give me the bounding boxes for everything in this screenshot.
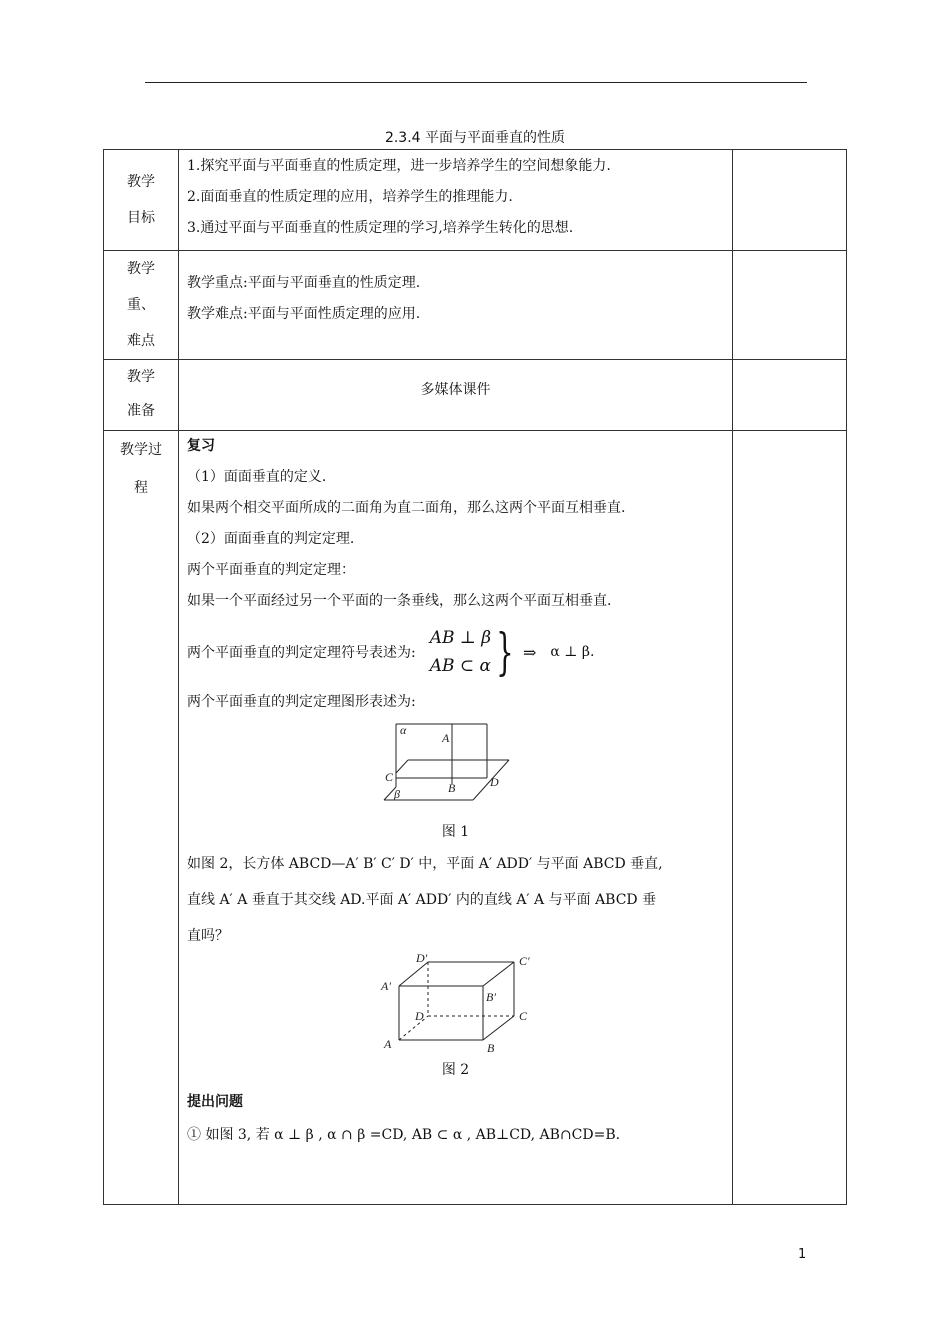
review-q2: （2）面面垂直的判定定理. xyxy=(187,531,355,547)
brace-symbol: } xyxy=(496,623,514,681)
figure-2-caption: 图 2 xyxy=(441,1062,470,1078)
fig2-label-d1: D′ xyxy=(415,951,427,965)
figure-1-caption: 图 1 xyxy=(441,824,470,840)
fig2-label-a: A xyxy=(383,1037,391,1051)
prep-content xyxy=(179,360,733,431)
focus-row xyxy=(104,251,847,360)
formula-conclusion: α ⊥ β. xyxy=(550,644,595,660)
formula-line-1: AB ⊥ β xyxy=(429,628,492,648)
symbolic-label: 两个平面垂直的判定定理符号表述为: xyxy=(187,645,416,661)
question-1: ① 如图 3, 若 α ⊥ β , α ∩ β =CD, AB ⊂ α , AB⊥CD, AB∩CD=B. xyxy=(187,1127,621,1143)
process-row xyxy=(104,431,847,1205)
process-label: 教学过 程 xyxy=(104,431,179,1205)
focus-label: 教学 重、 难点 xyxy=(104,251,179,360)
figure-2-paragraph-1: 如图 2，长方体 ABCD—A′ B′ C′ D′ 中，平面 A′ ADD′ 与平面 ABCD 垂直, xyxy=(187,856,663,872)
fig2-label-c1: C′ xyxy=(518,954,530,968)
symbolic-formula xyxy=(179,621,732,683)
fig1-label-beta: β xyxy=(393,787,400,801)
figure-2-paragraph-2: 直线 A′ A 垂直于其交线 AD.平面 A′ ADD′ 内的直线 A′ A 与平面 ABCD 垂 xyxy=(187,892,657,908)
prep-row xyxy=(104,360,847,431)
prep-text: 多媒体课件 xyxy=(420,382,491,398)
header-rule xyxy=(145,82,807,83)
implies-symbol: ⇒ xyxy=(522,642,537,662)
question-heading: 提出问题 xyxy=(187,1094,243,1110)
objective-item: 1.探究平面与平面垂直的性质定理，进一步培养学生的空间想象能力. xyxy=(187,158,611,174)
fig2-label-c: C xyxy=(518,1009,527,1023)
fig2-label-d: D xyxy=(414,1009,424,1023)
focus-item: 教学重点:平面与平面垂直的性质定理. xyxy=(187,275,421,291)
fig1-label-a: A xyxy=(441,731,449,745)
focus-item: 教学难点:平面与平面性质定理的应用. xyxy=(187,306,421,322)
figure-2-diagram xyxy=(376,951,536,1056)
fig2-label-b1: B′ xyxy=(485,990,496,1004)
formula-line-2: AB ⊂ α xyxy=(429,656,492,676)
lesson-plan-table xyxy=(103,149,847,1205)
theorem-label: 两个平面垂直的判定定理： xyxy=(187,562,355,578)
formula-stack xyxy=(430,624,491,680)
prep-notes xyxy=(733,360,847,431)
graphic-label: 两个平面垂直的判定定理图形表述为: xyxy=(187,694,416,710)
fig2-label-a1: A′ xyxy=(380,979,391,993)
focus-notes xyxy=(733,251,847,360)
page-number: 1 xyxy=(798,1247,807,1262)
fig1-label-alpha: α xyxy=(399,723,406,737)
document-title: 2.3.4 平面与平面垂直的性质 xyxy=(384,130,566,146)
fig1-label-c: C xyxy=(384,770,393,784)
fig1-label-b: B xyxy=(447,781,455,795)
figure-1-diagram xyxy=(386,720,526,810)
objectives-row xyxy=(104,150,847,251)
review-q1: （1）面面垂直的定义. xyxy=(187,469,327,485)
review-q1-text: 如果两个相交平面所成的二面角为直二面角，那么这两个平面互相垂直. xyxy=(187,500,626,516)
fig2-label-b: B xyxy=(486,1041,494,1055)
prep-label: 教学 准备 xyxy=(104,360,179,431)
figure-2-paragraph-3: 直吗？ xyxy=(187,928,229,944)
objectives-label: 教学 目标 xyxy=(104,150,179,251)
objective-item: 3.通过平面与平面垂直的性质定理的学习,培养学生转化的思想. xyxy=(187,220,574,236)
objectives-notes xyxy=(733,150,847,251)
theorem-text: 如果一个平面经过另一个平面的一条垂线，那么这两个平面互相垂直. xyxy=(187,593,612,609)
fig1-label-d: D xyxy=(489,775,499,789)
objectives-content xyxy=(179,150,733,251)
process-content xyxy=(179,431,733,1205)
review-heading: 复习 xyxy=(187,438,215,454)
objective-item: 2.面面垂直的性质定理的应用，培养学生的推理能力. xyxy=(187,189,513,205)
process-notes xyxy=(733,431,847,1205)
focus-content xyxy=(179,251,733,360)
